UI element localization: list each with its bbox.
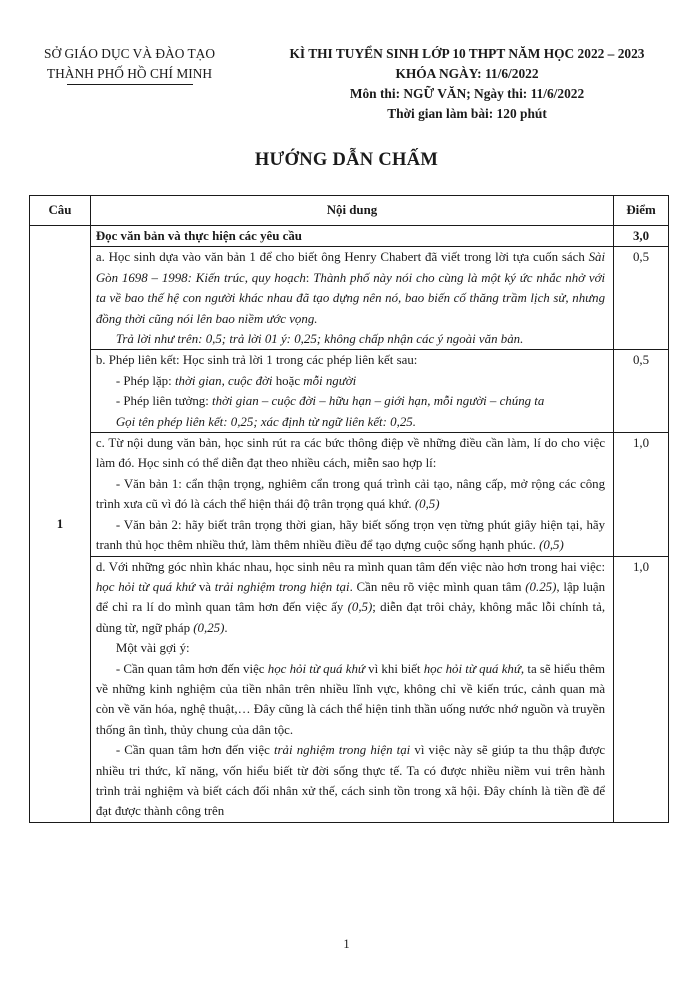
exam-header — [252, 44, 682, 124]
table-row-c — [30, 433, 669, 556]
page-number: 1 — [343, 937, 350, 951]
answer-a-note: Trả lời như trên: 0,5; trả lời 01 ý: 0,25; không chấp nhận các ý ngoài văn bản. — [115, 332, 524, 347]
exam-title: KÌ THI TUYỂN SINH LỚP 10 THPT NĂM HỌC 2022 – 2023 — [289, 46, 645, 61]
answer-a: a. Học sinh dựa vào văn bản 1 để cho biết ông Henry Chabert đã viết trong lời tựa cuốn sách Sài Gòn 1698 – 1998: Kiến trúc, quy hoạch: Thành phố này nói cho cùng là một ký ức nhắc nhở với ta về bao thế hệ con người khác nhau đã tạo dựng nên nó, bao biến cố thăng trầm lịch sử, nhưng đồng thời cũng nói lên bao niềm ước vọng. Trả lời như trên: 0,5; trả lời 01 ý: 0,25; không chấp nhận các ý ngoài văn bản. — [90, 247, 613, 350]
page-title: HƯỚNG DẪN CHẤM — [254, 150, 439, 170]
organization-header — [22, 44, 237, 85]
table-row-section — [30, 226, 669, 247]
question-number: 1 — [30, 226, 91, 823]
answer-c: c. Từ nội dung văn bản, học sinh rút ra các bức thông điệp về những điều cần làm, lí do cho việc làm đó. Học sinh có thể diễn đạt theo nhiều cách, miễn sao hợp lí: - Văn bản 1: cẩn thận trọng, nghiêm cẩn trong quá trình cải tạo, nâng cấp, mở rộng các công trình xưa cũ vì đó là cách thể hiện thái độ trân trọng quá khứ. (0,5) - Văn bản 2: hãy biết trân trọng thời gian, hãy biết sống trọn vẹn từng phút giây hiện tại, hãy tranh thủ học thêm nhiều thứ, làm thêm nhiều điều để tạo dựng cuộc sống hạnh phúc. (0,5) — [90, 433, 613, 556]
exam-date: KHÓA NGÀY: 11/6/2022 — [395, 66, 539, 81]
section-title: Đọc văn bản và thực hiện các yêu cầu — [90, 226, 613, 247]
exam-duration: Thời gian làm bài: 120 phút — [387, 106, 547, 121]
score-c: 1,0 — [614, 433, 669, 556]
section-score: 3,0 — [614, 226, 669, 247]
table-header-row — [30, 196, 669, 226]
table-row-b — [30, 350, 669, 433]
hint-title: Một vài gợi ý: — [115, 641, 190, 656]
org-line-1: SỞ GIÁO DỤC VÀ ĐÀO TẠO — [44, 46, 215, 61]
score-b: 0,5 — [614, 350, 669, 433]
answer-b: b. Phép liên kết: Học sinh trả lời 1 trong các phép liên kết sau: - Phép lặp: thời gian, cuộc đời hoặc mỗi người - Phép liên tưởng: thời gian – cuộc đời – hữu hạn – giới hạn, mỗi người – chúng ta Gọi tên phép liên kết: 0,25; xác định từ ngữ liên kết: 0,25. — [90, 350, 613, 433]
score-a: 0,5 — [614, 247, 669, 350]
col-header-question: Câu — [30, 196, 91, 226]
table-row-d — [30, 556, 669, 822]
grading-table — [29, 195, 669, 823]
org-line-2: THÀNH PHỐ HỒ CHÍ MINH — [46, 66, 213, 81]
score-d: 1,0 — [614, 556, 669, 822]
table-row-a — [30, 247, 669, 350]
org-underline — [67, 84, 193, 85]
col-header-score: Điểm — [614, 196, 669, 226]
answer-b-note: Gọi tên phép liên kết: 0,25; xác định từ ngữ liên kết: 0,25. — [115, 414, 416, 429]
answer-d: d. Với những góc nhìn khác nhau, học sinh nêu ra mình quan tâm đến việc nào hơn trong hai việc: học hỏi từ quá khứ và trải nghiệm trong hiện tại. Cần nêu rõ việc mình quan tâm (0.25), lập luận để chỉ ra lí do mình quan tâm hơn đến việc ấy (0,5); diễn đạt trôi chảy, không mắc lỗi chính tả, dùng từ, ngữ pháp (0,25). Một vài gợi ý: - Cần quan tâm hơn đến việc học hỏi từ quá khứ vì khi biết học hỏi từ quá khứ, ta sẽ hiểu thêm về những kinh nghiệm của tiền nhân trên nhiều lĩnh vực, không chỉ về kiến trúc, cảnh quan mà còn về văn hóa, nghệ thuật,… Đây cũng là cách thể hiện tinh thần uống nước nhớ nguồn và truyền thống ân tình, thủy chung của dân tộc. - Cần quan tâm hơn đến việc trải nghiệm trong hiện tại vì việc này sẽ giúp ta thu thập được nhiều tri thức, kĩ năng, vốn hiểu biết từ đời sống thực tế. Ta có được nhiều niềm vui trên hành trình trải nghiệm và biết cách đối nhân xử thế, cách sinh tồn trong xã hội. Đây chính là tiền đề để đạt được thành công trên — [90, 556, 613, 822]
col-header-content: Nội dung — [90, 196, 613, 226]
exam-subject: Môn thi: NGỮ VĂN; Ngày thi: 11/6/2022 — [349, 86, 585, 101]
